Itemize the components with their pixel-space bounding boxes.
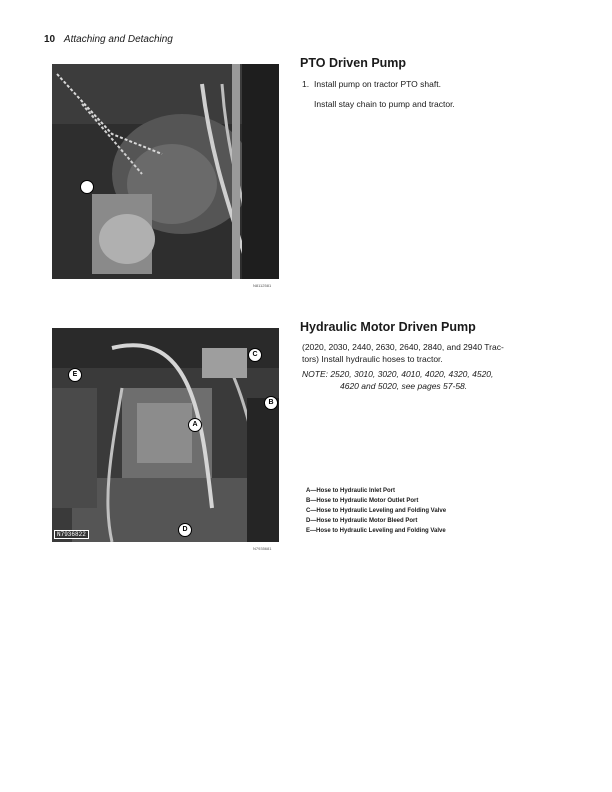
callout-c: C — [248, 348, 262, 362]
page-header-title: Attaching and Detaching — [63, 34, 173, 45]
callout-d: D — [178, 523, 192, 537]
figure2-code: N7935681 — [253, 546, 272, 551]
callout-e: E — [68, 368, 82, 382]
callout-a: A — [188, 418, 202, 432]
hydraulic-paragraph — [302, 341, 538, 365]
legend-item: C—Hose to Hydraulic Leveling and Folding Valve — [306, 508, 447, 514]
legend-item: E—Hose to Hydraulic Leveling and Folding Valve — [306, 528, 446, 534]
note-line-2: 4620 and 5020, see pages 57-58. — [340, 381, 468, 391]
step-text: Install pump on tractor PTO shaft. — [314, 79, 441, 89]
para-line-2: tors) Install hydraulic hoses to tractor. — [302, 354, 443, 364]
legend-item: B—Hose to Hydraulic Motor Outlet Port — [306, 498, 419, 504]
figure1-code: N8112581 — [253, 283, 272, 288]
legend — [306, 486, 446, 536]
legend-item: A—Hose to Hydraulic Inlet Port — [306, 488, 396, 494]
section-title-hydraulic: Hydraulic Motor Driven Pump — [300, 320, 476, 334]
section-title-pto: PTO Driven Pump — [300, 56, 407, 70]
para-line-1: (2020, 2030, 2440, 2630, 2640, 2840, and 2940 Trac- — [302, 342, 504, 352]
note-line-1: NOTE: 2520, 3010, 3020, 4010, 4020, 4320, 4520, — [302, 369, 494, 379]
callout-b: B — [264, 396, 278, 410]
photo-code: N7936822 — [54, 530, 89, 539]
step-1-continued: Install stay chain to pump and tractor. — [314, 99, 455, 109]
hydraulic-pump-photo — [52, 328, 279, 542]
callout-pto — [80, 180, 94, 194]
step-1 — [302, 78, 441, 90]
page-header — [44, 34, 173, 45]
page-number: 10 — [44, 34, 56, 45]
note — [302, 368, 538, 392]
pto-pump-photo — [52, 64, 279, 279]
step-number: 1. — [302, 79, 310, 89]
legend-item: D—Hose to Hydraulic Motor Bleed Port — [306, 518, 418, 524]
